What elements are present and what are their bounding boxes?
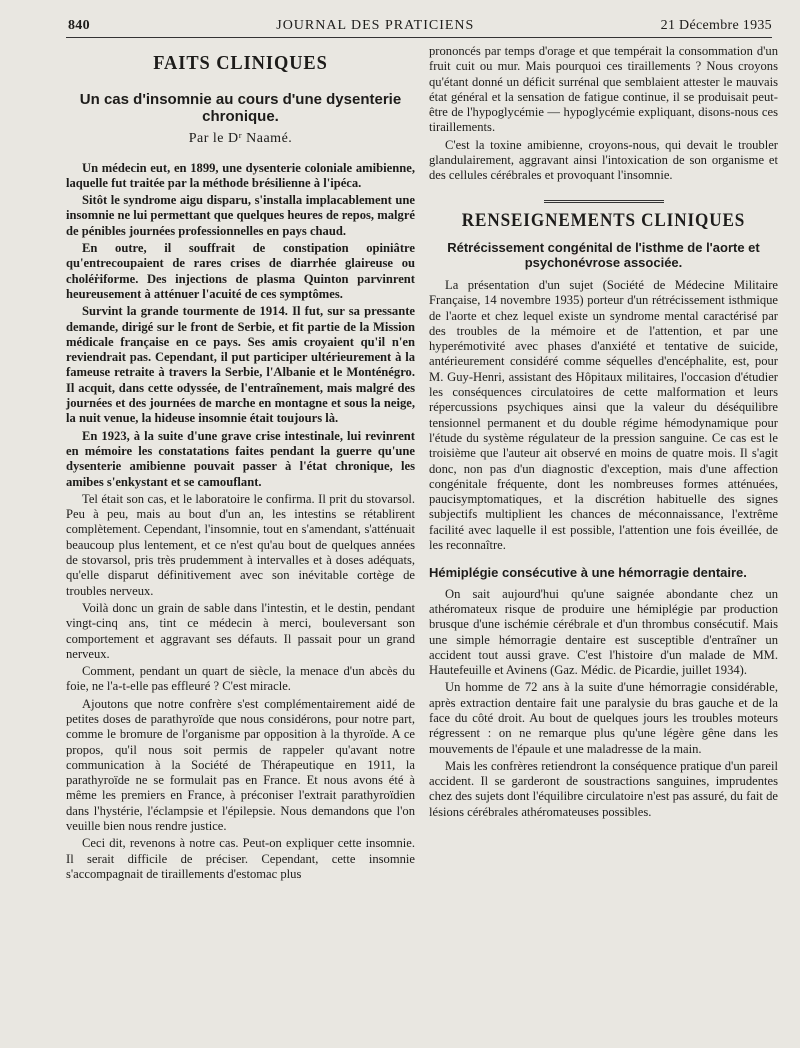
- issue-date: 21 Décembre 1935: [660, 18, 772, 33]
- paragraph: En outre, il souffrait de constipation opiniâtre qu'entrecoupaient de rares crises de diarrhée glaireuse ou choléṙiforme. Des injections de plasma Quinton parvinrent heureusement à atténuer l'acuité de ces symptômes.: [66, 241, 415, 301]
- right-column: [429, 44, 778, 882]
- article-title-aorte: Rétrécissement congénital de l'isthme de l'aorte et psychonévrose associée.: [447, 239, 760, 270]
- left-column: [66, 44, 415, 882]
- section-title-faits-cliniques: FAITS CLINIQUES: [153, 52, 328, 74]
- header-rule: [66, 37, 772, 38]
- paragraph: C'est la toxine amibienne, croyons-nous, qui devait le troubler glandulairement, aggravant ainsi l'intoxication de son organisme et des cellules cérébrales et provoquant l'insomnie.: [429, 137, 778, 183]
- paragraph: Survint la grande tourmente de 1914. Il fut, sur sa pressante demande, dirigé sur le front de Serbie, et fit partie de la Mission médicale française en ce pays. Ses amis croyaient qu'il n'en reviendrait pas. Cependant, il put participer ultérieurement à la fameuse retraite à travers la Serbie, l'Albanie et le Monténégro. Il acquit, dans cette odyssée, de l'entraînement, mais malgré des journées et des journées de marche en montagne et sous la neige, la nuit venue, la hideuse insomnie était toujours là.: [66, 304, 415, 426]
- two-column-body: [48, 44, 778, 882]
- article-title-hemiplegie: Hémiplégie consécutive à une hémorragie dentaire.: [429, 565, 747, 581]
- paragraph: Ceci dit, revenons à notre cas. Peut-on expliquer cette insomnie. Il serait difficile de préciser. Cependant, cette insomnie s'accompagnait de tiraillements d'estomac plus: [66, 836, 415, 881]
- paragraph: Tel était son cas, et le laboratoire le confirma. Il prit du stovarsol. Peu à peu, mais au bout d'un an, les intestins se rétablirent complètement. Cependant, l'insomnie, tout en s'amendant, s'atténuait beaucoup plus lentement, et ce n'est qu'au bout de quelques années de stovarsol, pris très prudemment à intervalles et à doses adéquats, qu'elle disparut définitivement avec son inévitable cortège de troubles nerveux.: [66, 491, 415, 598]
- paragraph: Sitôt le syndrome aigu disparu, s'installa implacablement une insomnie ne lui permettant que quelques heures de repos, malgré de pénibles journées professionnelles en pays chaud.: [66, 193, 415, 238]
- paragraph-continuation: prononcés par temps d'orage et que tempérait la consommation d'un fruit cuit ou mur. Mais pourquoi ces tiraillements ? Nous croyons qu'étant donné un déficit surrénal que semblaient attester le mauvais état général et la sensation de fatigue continue, il se produisait peut-être de l'hypoglycémie — hypoglycémie expliquant, disons-nous ces tiraillements.: [429, 44, 778, 135]
- journal-title: JOURNAL DES PRATICIENS: [276, 18, 475, 33]
- section-title-renseignements: RENSEIGNEMENTS CLINIQUES: [461, 209, 746, 231]
- paragraph: Un homme de 72 ans à la suite d'une hémorragie considérable, après extraction dentaire fait une paralysie du bras gauche et de la face du côté droit. Au bout de quelques jours les troubles moteurs régressent : on ne remarque plus qu'une légère gêne dans les mouvements de l'épaule et une maladresse de la main.: [429, 680, 778, 756]
- section-divider: [544, 200, 664, 203]
- paragraph: Ajoutons que notre confrère s'est complémentairement aidé de petites doses de parathyroïde que nous considérons, pour notre part, comme le bromure de l'organisme par opposition à la thyroïde. A ce propos, qu'il nous soit permis de rappeler qu'avant notre communication à la Société de Thérapeutique en 1911, la parathyroïde ne se formulait pas en France. Et nous avons été à même les premiers en France, à préconiser l'extrait parathyroïdien dans l'hystérie, l'éclampsie et l'épilepsie. Nous demandons que l'on veuille bien nous rendre justice.: [66, 696, 415, 834]
- article-byline: Par le Dʳ Naamé.: [188, 131, 293, 147]
- paragraph: En 1923, à la suite d'une grave crise intestinale, lui revinrent en mémoire les constatations faites pendant la guerre qu'une dysenterie amibienne pouvait passer à l'état chronique, les amibes s'enkystant et se camouflant.: [66, 428, 415, 489]
- paragraph: Mais les confrères retiendront la conséquence pratique d'un pareil accident. Il se garderont de soustractions sanguines, imprudentes chez des sujets dont l'équilibre circulatoire n'est pas assuré, du fait de lésions cérébrales athéromateuses possibles.: [429, 758, 778, 819]
- paragraph: La présentation d'un sujet (Société de Médecine Militaire Française, 14 novembre 1935) porteur d'un rétrécissement isthmique de l'aorte et chez lequel existe un syndrome mental caractérisé par des troubles de la mémoire et de l'attention, et par une hyperémotivité avec phases d'anxiété et tentative de suicide, antérieurement considéré comme séquelles d'encéphalite, est, pour M. Guy-Henri, assistant des Hôpitaux militaires, l'occasion d'étudier les conséquences circulatoires de cette malformation et leurs répercussions psychiques ainsi que la valeur du déséquilibre tensionnel permanent et du double régime hémodynamique pour l'étude du système régulateur de la pression sanguine. Ce cas est le troisième que l'auteur ait observé en moins de quatre mois. Il s'agit donc, non pas d'un diagnostic d'exception, mais d'une affection congénitale fréquente, dont les nombreuses formes atténuées, paucisymptomatiques, et la discrétion habituelle des signes subjectifs multiplient les chances de méconnaissance, l'extrême facilité avec laquelle il est possible, l'attention une fois éveillée, de les reconnaître.: [429, 277, 778, 553]
- article-title-insomnie: Un cas d'insomnie au cours d'une dysenterie chronique.: [79, 91, 402, 126]
- paragraph: Comment, pendant un quart de siècle, la menace d'un abcès du foie, ne l'a-t-elle pas effleuré ? C'est miracle.: [66, 664, 415, 694]
- paragraph: Voilà donc un grain de sable dans l'intestin, et le destin, pendant vingt-cinq ans, tint ce médecin à merci, bouleversant son comportement et aggravant ses défauts. Il passait pour un grand nerveux.: [66, 600, 415, 661]
- paragraph: Un médecin eut, en 1899, une dysenterie coloniale amibienne, laquelle fut traitée par la méthode brésilienne à l'ipéca.: [66, 160, 415, 190]
- running-header: [48, 18, 778, 37]
- paragraph: On sait aujourd'hui qu'une saignée abondante chez un athéromateux risque de produire une hémiplégie par production brusque d'une ischémie cérébrale et d'un thrombus consécutif. Mais une simple hémorragie dentaire est susceptible d'entraîner un accident tout aussi grave. C'est l'histoire d'un malade de MM. Hautefeuille et Avinens (Gaz. Médic. de Picardie, juillet 1934).: [429, 586, 778, 678]
- page-number: 840: [68, 18, 90, 33]
